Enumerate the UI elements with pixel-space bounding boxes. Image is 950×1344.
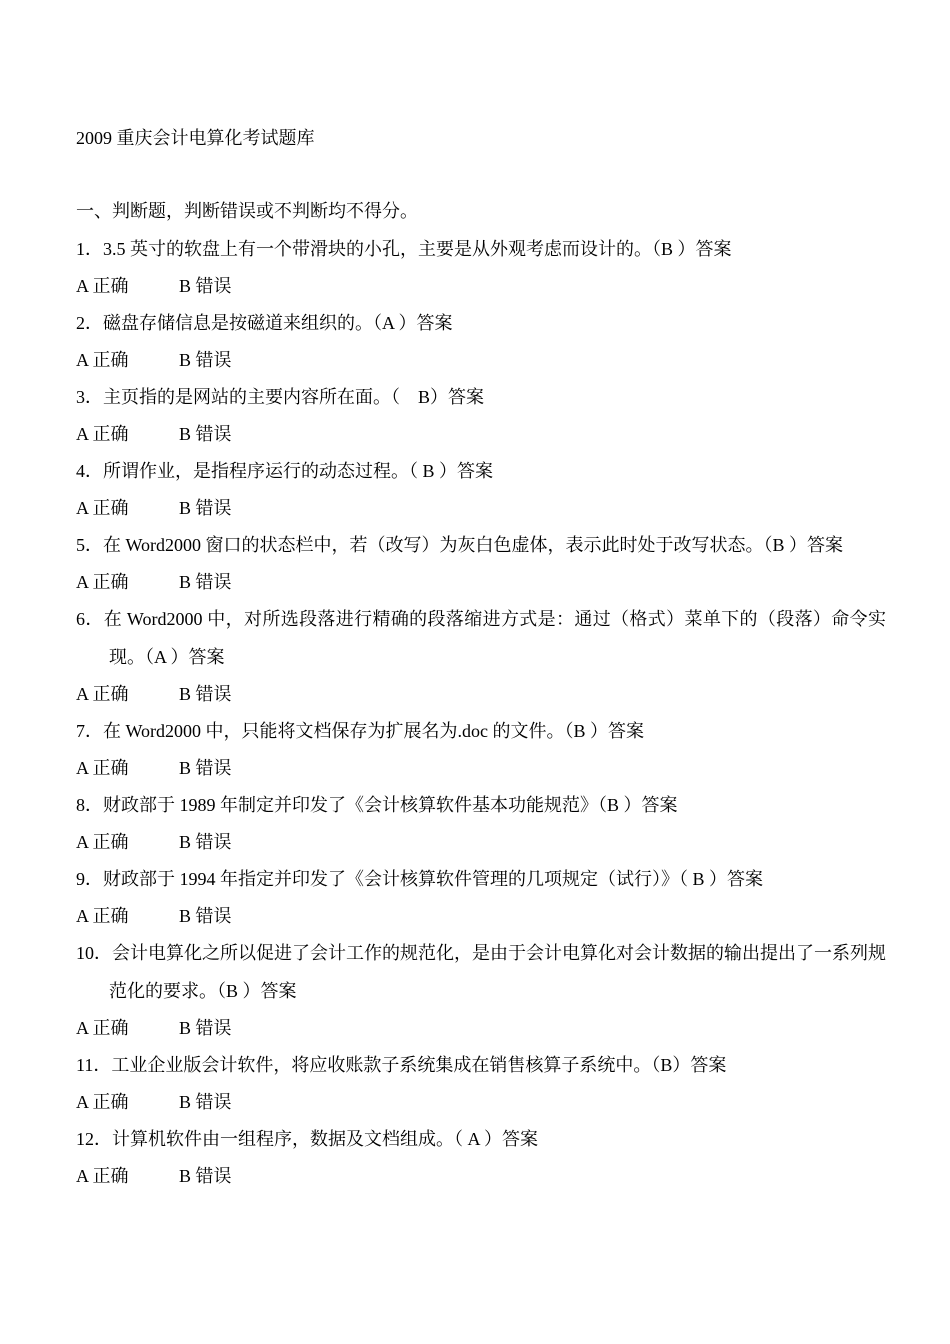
answer-options [76, 268, 886, 304]
question-item [76, 712, 886, 786]
question-text: 9．财政部于 1994 年指定并印发了《会计核算软件管理的几项规定（试行）》（ B ）答案 [76, 869, 764, 889]
question-item [76, 786, 886, 860]
option-a: A 正确 [76, 1166, 129, 1186]
option-a: A 正确 [76, 832, 129, 852]
option-b: B 错误 [179, 684, 232, 704]
option-a: A 正确 [76, 1092, 129, 1112]
option-a: A 正确 [76, 424, 129, 444]
option-a: A 正确 [76, 276, 129, 296]
answer-options [76, 676, 886, 712]
option-a: A 正确 [76, 572, 129, 592]
answer-options [76, 564, 886, 600]
question-item [76, 934, 886, 1046]
option-a: A 正确 [76, 1018, 129, 1038]
option-b: B 错误 [179, 424, 232, 444]
answer-options [76, 342, 886, 378]
answer-options [76, 824, 886, 860]
question-text: 8．财政部于 1989 年制定并印发了《会计核算软件基本功能规范》（B ）答案 [76, 795, 678, 815]
question-item [76, 304, 886, 378]
answer-options [76, 1158, 886, 1194]
answer-options [76, 1010, 886, 1046]
answer-options [76, 750, 886, 786]
question-text: 6．在 Word2000 中，对所选段落进行精确的段落缩进方式是：通过（格式）菜单下的（段落）命令实现。（A ）答案 [76, 609, 886, 667]
option-b: B 错误 [179, 498, 232, 518]
answer-options [76, 1084, 886, 1120]
option-b: B 错误 [179, 832, 232, 852]
question-item [76, 1120, 886, 1194]
answer-options [76, 416, 886, 452]
answer-options [76, 898, 886, 934]
option-a: A 正确 [76, 350, 129, 370]
option-b: B 错误 [179, 350, 232, 370]
question-item [76, 1046, 886, 1120]
question-text: 11．工业企业版会计软件，将应收账款子系统集成在销售核算子系统中。（B）答案 [76, 1055, 727, 1075]
question-text: 3．主页指的是网站的主要内容所在面。（ B）答案 [76, 387, 485, 407]
option-a: A 正确 [76, 498, 129, 518]
question-text: 10．会计电算化之所以促进了会计工作的规范化，是由于会计电算化对会计数据的输出提出了一系列规范化的要求。（B ）答案 [76, 943, 886, 1001]
question-text: 12．计算机软件由一组程序，数据及文档组成。（ A ）答案 [76, 1129, 539, 1149]
answer-options [76, 490, 886, 526]
question-text: 7．在 Word2000 中，只能将文档保存为扩展名为.doc 的文件。（B ）答案 [76, 721, 645, 741]
section-heading: 一、判断题，判断错误或不判断均不得分。 [76, 201, 418, 221]
question-text: 5．在 Word2000 窗口的状态栏中，若（改写）为灰白色虚体，表示此时处于改写状态。（B ）答案 [76, 535, 844, 555]
question-item [76, 860, 886, 934]
option-b: B 错误 [179, 276, 232, 296]
question-list [76, 230, 886, 1194]
option-a: A 正确 [76, 684, 129, 704]
option-b: B 错误 [179, 758, 232, 778]
question-item [76, 600, 886, 712]
option-b: B 错误 [179, 572, 232, 592]
option-a: A 正确 [76, 906, 129, 926]
question-text: 1．3.5 英寸的软盘上有一个带滑块的小孔，主要是从外观考虑而设计的。（B ）答案 [76, 239, 732, 259]
option-b: B 错误 [179, 906, 232, 926]
option-b: B 错误 [179, 1166, 232, 1186]
question-text: 4．所谓作业，是指程序运行的动态过程。（ B ）答案 [76, 461, 494, 481]
question-item [76, 230, 886, 304]
option-a: A 正确 [76, 758, 129, 778]
question-item [76, 378, 886, 452]
document-title: 2009 重庆会计电算化考试题库 [76, 128, 315, 148]
option-b: B 错误 [179, 1018, 232, 1038]
question-text: 2．磁盘存储信息是按磁道来组织的。（A ）答案 [76, 313, 453, 333]
question-item [76, 526, 886, 600]
question-item [76, 452, 886, 526]
option-b: B 错误 [179, 1092, 232, 1112]
